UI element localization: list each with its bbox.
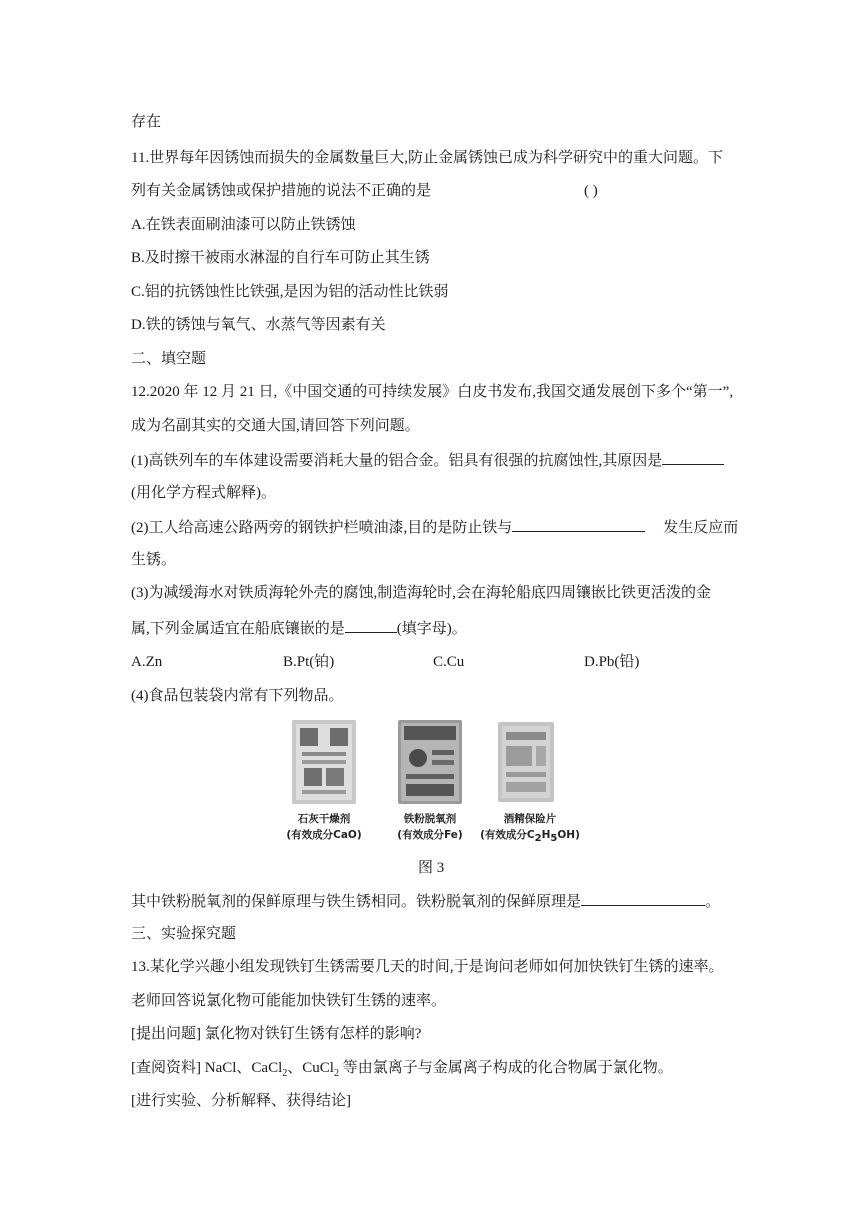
q11-stem-line1: 11.世界每年因锈蚀而损失的金属数量巨大,防止金属锈蚀已成为科学研究中的重大问题。下 <box>131 150 723 166</box>
q12-choice-d: D.Pb(铅) <box>584 654 640 670</box>
figure-3-packets <box>280 718 580 848</box>
q12-part4-line2 <box>131 890 720 912</box>
q12-choice-a: A.Zn <box>131 654 163 670</box>
answer-blank[interactable] <box>581 890 705 906</box>
q12-part4-text: 其中铁粉脱氧剂的保鲜原理与铁生锈相同。铁粉脱氧剂的保鲜原理是 <box>131 894 582 910</box>
q11-answer-paren: ( ) <box>584 183 598 199</box>
answer-blank[interactable] <box>662 449 724 465</box>
q11-option-c: C.铝的抗锈蚀性比铁强,是因为铝的活动性比铁弱 <box>131 284 449 300</box>
q13-question: [提出问题] 氯化物对铁钉生锈有怎样的影响? <box>131 1026 422 1042</box>
q12-part2-tail: 发生反应而 <box>663 520 739 536</box>
q12-part1-text: (1)高铁列车的车体建设需要消耗大量的铝合金。铝具有很强的抗腐蚀性,其原因是 <box>131 453 663 469</box>
caption-lime-desiccant: 石灰干燥剂 (有效成分CaO) <box>286 813 362 841</box>
q12-part2-line1 <box>131 516 738 538</box>
q13-reference: [查阅资料] NaCl、CaCl$_2$、CuCl$_2$ 等由氯离子与金属离子构成的化合物属于氯化物。 <box>131 1060 673 1079</box>
q12-choice-b: B.Pt(铂) <box>283 654 335 670</box>
q13-stem-line2: 老师回答说氯化物可能能加快铁钉生锈的速率。 <box>131 993 447 1009</box>
q11-option-d: D.铁的锈蚀与氧气、水蒸气等因素有关 <box>131 317 386 333</box>
q12-part1-line1 <box>131 449 724 471</box>
q12-part2-line2: 生锈。 <box>131 552 177 568</box>
caption-iron-deoxidizer: 铁粉脱氧剂 (有效成分Fe) <box>397 813 463 841</box>
q11-stem-line2: 列有关金属锈蚀或保护措施的说法不正确的是 <box>131 183 432 199</box>
q12-choice-c: C.Cu <box>433 654 465 670</box>
continued-text: 存在 <box>131 114 162 130</box>
q12-part1-line2: (用化学方程式解释)。 <box>131 485 276 501</box>
q12-part3-text: 属,下列金属适宜在船底镶嵌的是 <box>131 621 345 637</box>
q12-stem-line2: 成为名副其实的交通大国,请回答下列问题。 <box>131 418 420 434</box>
q13-stem-line1: 13.某化学兴趣小组发现铁钉生锈需要几天的时间,于是询问老师如何加快铁钉生锈的速率。 <box>131 959 724 975</box>
q12-stem-line1: 12.2020 年 12 月 21 日,《中国交通的可持续发展》白皮书发布,我国交通发展创下多个“第一”, <box>131 384 734 400</box>
q12-part3-line1: (3)为减缓海水对铁质海轮外壳的腐蚀,制造海轮时,会在海轮船底四周镶嵌比铁更活泼的金 <box>131 585 711 601</box>
lime-desiccant-photo <box>290 718 358 806</box>
answer-blank[interactable] <box>512 516 645 532</box>
q11-option-a: A.在铁表面刷油漆可以防止铁锈蚀 <box>131 217 356 233</box>
q12-part3-tail: (填字母)。 <box>396 621 467 637</box>
q12-part3-line2 <box>131 617 467 639</box>
answer-blank[interactable] <box>345 617 397 633</box>
section-heading-fill-in: 二、填空题 <box>131 351 207 367</box>
caption-alcohol-preserver: 酒精保险片 (有效成分$C_2H_5OH$) <box>480 813 580 845</box>
q12-part4-line1: (4)食品包装袋内常有下列物品。 <box>131 688 344 704</box>
figure-label: 图 3 <box>418 860 445 876</box>
alcohol-preserver-photo <box>492 718 560 806</box>
iron-deoxidizer-photo <box>396 718 464 806</box>
q12-part2-text: (2)工人给高速公路两旁的钢铁护栏喷油漆,目的是防止铁与 <box>131 520 513 536</box>
q12-part4-tail: 。 <box>705 894 721 910</box>
q13-experiment-heading: [进行实验、分析解释、获得结论] <box>131 1093 351 1109</box>
q11-option-b: B.及时擦干被雨水淋湿的自行车可防止其生锈 <box>131 250 430 266</box>
section-heading-experiment: 三、实验探究题 <box>131 926 237 942</box>
